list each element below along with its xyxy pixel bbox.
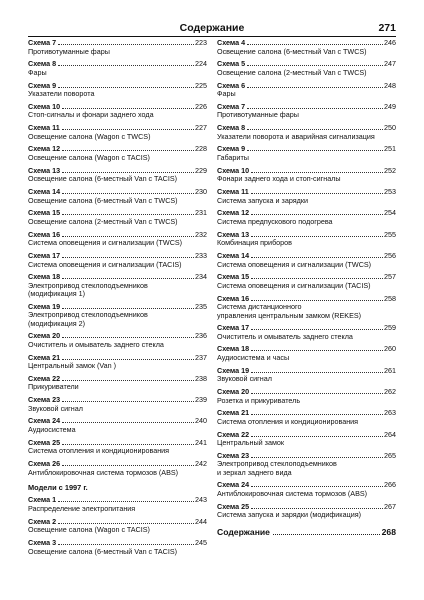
toc-entry[interactable] [28, 539, 207, 560]
leader-dots [62, 150, 194, 151]
toc-entry-page: 258 [384, 294, 396, 303]
toc-entry-page: 267 [384, 502, 396, 511]
leader-dots [62, 278, 194, 279]
toc-entry[interactable] [217, 188, 396, 209]
header-rule [28, 36, 396, 37]
leader-dots [62, 236, 194, 237]
toc-entry[interactable] [28, 332, 207, 353]
leader-dots [62, 214, 194, 215]
toc-entry-title: Схема 12 [217, 209, 250, 218]
toc-entry-description: Электропривод стеклоподъемников [217, 459, 337, 469]
toc-entry-description: Указатели поворота [28, 89, 95, 99]
toc-entry[interactable] [28, 417, 207, 438]
toc-entry-title: Схема 16 [217, 294, 250, 303]
toc-entry-title: Схема 21 [28, 353, 61, 362]
toc-entry-title: Схема 25 [217, 502, 250, 511]
toc-entry-description: Освещение салона (6-местный Van c TWCS) [28, 195, 178, 205]
leader-dots [62, 308, 194, 309]
toc-entry-title: Схема 20 [28, 332, 61, 341]
toc-entry[interactable] [217, 503, 396, 524]
toc-entry[interactable] [28, 396, 207, 417]
toc-entry-description: Фары [28, 67, 47, 77]
toc-entry[interactable] [217, 167, 396, 188]
toc-entry-description: Освещение салона (2-местный Van c TWCS) [28, 216, 178, 226]
toc-entry-page: 260 [384, 345, 396, 354]
toc-entry-description: Центральный замок [217, 438, 285, 448]
toc-entry-description: Электропривод стеклоподъемников [28, 280, 148, 290]
toc-entry-title: Схема 19 [217, 366, 250, 375]
toc-entry-page: 224 [195, 60, 207, 69]
toc-entry[interactable] [28, 460, 207, 481]
leader-dots [58, 44, 194, 45]
toc-entry-title: Схема 13 [217, 230, 250, 239]
leader-dots [247, 87, 383, 88]
leader-dots [251, 350, 383, 351]
toc-entry-page: 266 [384, 481, 396, 490]
leader-dots [251, 257, 383, 258]
toc-entry[interactable] [28, 518, 207, 539]
toc-entry[interactable] [217, 231, 396, 252]
toc-entry-title: Схема 17 [28, 251, 61, 260]
leader-dots [58, 65, 194, 66]
toc-entry[interactable] [217, 345, 396, 366]
toc-entry-title: Схема 10 [217, 166, 250, 175]
leader-dots [62, 129, 194, 130]
toc-entry-title: Схема 22 [217, 430, 250, 439]
toc-entry-title: Схема 11 [217, 188, 249, 197]
toc-entry-description: Система отопления и кондиционирования [28, 446, 170, 456]
toc-entry-title: Схема 9 [217, 145, 246, 154]
toc-entry-page: 230 [195, 188, 207, 197]
leader-dots [62, 359, 194, 360]
toc-entry[interactable] [28, 188, 207, 209]
toc-entry[interactable] [28, 124, 207, 145]
leader-dots [251, 372, 383, 373]
toc-entry-title: Схема 6 [217, 81, 246, 90]
toc-entry-description: Прикуриватели [28, 382, 79, 392]
toc-entry-title: Схема 13 [28, 166, 61, 175]
leader-dots [62, 422, 194, 423]
toc-entry-title: Схема 16 [28, 230, 61, 239]
toc-entry-description: Система запуска и зарядки [217, 195, 308, 205]
toc-entry[interactable] [217, 82, 396, 103]
toc-entry-title: Схема 23 [28, 396, 61, 405]
toc-entry[interactable] [217, 481, 396, 502]
toc-entry-page: 248 [384, 81, 396, 90]
toc-entry-description: (модификация 1) [28, 289, 86, 299]
toc-entry[interactable] [28, 82, 207, 103]
toc-entry-title: Схема 1 [28, 496, 57, 505]
toc-entry-title: Схема 10 [28, 102, 61, 111]
toc-entry[interactable] [28, 60, 207, 81]
toc-entry-page: 252 [384, 166, 396, 175]
toc-entry-title: Схема 9 [28, 81, 57, 90]
toc-entry-description: Освещение салона (6-местный Van c TACIS) [28, 546, 178, 556]
toc-entry-description: Указатели поворота и аварийная сигнализация [217, 131, 375, 141]
leader-dots [251, 172, 383, 173]
leader-dots [251, 393, 383, 394]
toc-entry-page: 228 [195, 145, 207, 154]
toc-entry-page: 257 [384, 273, 396, 282]
toc-entry[interactable] [217, 124, 396, 145]
toc-entry-description: Фонари заднего хода и стоп-сигналы [217, 174, 341, 184]
toc-entry[interactable] [217, 60, 396, 81]
toc-entry-page: 234 [195, 273, 207, 282]
toc-entry[interactable] [217, 388, 396, 409]
toc-entry-description: (модификация 2) [28, 318, 86, 328]
toc-entry-page: 240 [195, 417, 207, 426]
toc-entry-page: 232 [195, 230, 207, 239]
toc-entry-description: Система предпускового подогрева [217, 216, 333, 226]
leader-dots [251, 436, 383, 437]
toc-entry-title: Схема 12 [28, 145, 61, 154]
toc-entry-title: Схема 4 [217, 39, 246, 47]
toc-entry-title: Схема 22 [28, 374, 61, 383]
toc-entry[interactable] [28, 375, 207, 396]
toc-entry-description: Распределение электропитания [28, 503, 136, 513]
toc-entry-title: Схема 7 [217, 102, 246, 111]
toc-entry[interactable] [217, 252, 396, 273]
toc-list-left [28, 39, 207, 481]
toc-entry-page: 254 [384, 209, 396, 218]
toc-entry-page: 237 [195, 353, 207, 362]
toc-entry-description: управления центральным замком (REKES) [217, 310, 362, 320]
leader-dots [251, 457, 383, 458]
toc-entry-title: Схема 18 [217, 345, 250, 354]
toc-entry-description: Освещение салона (Wagon c TACIS) [28, 525, 150, 535]
section-subheading: Модели с 1997 г. [28, 483, 88, 493]
toc-entry[interactable] [217, 273, 396, 294]
toc-entry[interactable] [217, 295, 396, 325]
toc-entry[interactable] [28, 303, 207, 333]
toc-entry[interactable] [28, 439, 207, 460]
page-number: 271 [378, 22, 396, 34]
toc-entry[interactable] [28, 354, 207, 375]
toc-entry-page: 244 [195, 517, 207, 526]
toc-entry-title: Схема 14 [28, 188, 61, 197]
toc-entry-description: Система оповещения и сигнализации (TACIS) [28, 259, 182, 269]
toc-entry-title: Схема 8 [217, 124, 246, 133]
leader-dots [251, 193, 383, 194]
leader-dots [62, 465, 194, 466]
toc-entry-page: 246 [384, 39, 396, 47]
toc-entry-description: Антиблокировочная система тормозов (ABS) [217, 488, 368, 498]
leader-dots [247, 150, 383, 151]
toc-entry[interactable] [217, 452, 396, 482]
toc-entry-page: 265 [384, 451, 396, 460]
toc-entry-description: Аудиосистема и часы [217, 352, 290, 362]
leader-dots [62, 172, 194, 173]
toc-entry-description: Система запуска и зарядки (модификация) [217, 510, 362, 520]
toc-entry-title: Схема 7 [28, 39, 57, 47]
toc-entry-title: Схема 15 [217, 273, 250, 282]
leader-dots [62, 193, 194, 194]
toc-entry-page: 263 [384, 409, 396, 418]
toc-column-left [28, 39, 207, 560]
toc-entry-page: 249 [384, 102, 396, 111]
toc-entry-description: Очиститель и омыватель заднего стекла [28, 339, 164, 349]
toc-entry-description: Розетка и прикуриватель [217, 395, 301, 405]
leader-dots [247, 65, 383, 66]
toc-entry-page: 236 [195, 332, 207, 341]
toc-entry-title: Схема 3 [28, 538, 57, 547]
toc-entry[interactable] [28, 167, 207, 188]
leader-dots [62, 257, 194, 258]
leader-dots [58, 87, 194, 88]
toc-entry-head [28, 60, 207, 69]
leader-dots [251, 329, 383, 330]
toc-entry[interactable] [217, 39, 396, 60]
toc-entry-page: 243 [195, 496, 207, 505]
toc-entry-page: 242 [195, 460, 207, 469]
toc-entry-description: Звуковой сигнал [217, 374, 272, 384]
toc-entry[interactable] [217, 103, 396, 124]
toc-entry-page: 255 [384, 230, 396, 239]
leader-dots [58, 523, 194, 524]
toc-entry-page: 259 [384, 324, 396, 333]
toc-entry[interactable] [28, 231, 207, 252]
toc-entry-title: Схема 23 [217, 451, 250, 460]
toc-entry-description: Очиститель и омыватель заднего стекла [217, 331, 353, 341]
toc-entry-page: 225 [195, 81, 207, 90]
toc-entry-description: Освещение салона (Wagon c TACIS) [28, 153, 150, 163]
toc-entry-page: 262 [384, 387, 396, 396]
toc-entry-title: Схема 24 [217, 481, 250, 490]
toc-entry-title: Схема 20 [217, 387, 250, 396]
leader-dots [251, 508, 383, 509]
toc-column-right [217, 39, 396, 538]
leader-dots [251, 278, 383, 279]
toc-entry[interactable] [28, 496, 207, 517]
toc-entry-description: Система дистанционного [217, 302, 302, 312]
leader-dots [251, 300, 383, 301]
toc-entry-page: 250 [384, 124, 396, 133]
toc-entry-page: 238 [195, 374, 207, 383]
toc-entry-description: Система оповещения и сигнализации (TACIS) [217, 280, 371, 290]
toc-entry[interactable] [28, 145, 207, 166]
toc-entry-description: Освещение салона (6-местный Van c TWCS) [217, 46, 367, 56]
toc-entry[interactable] [28, 209, 207, 230]
toc-entry-description: Противотуманные фары [217, 110, 299, 120]
summary-page: 268 [381, 526, 396, 537]
toc-entry-description: Антиблокировочная система тормозов (ABS) [28, 467, 179, 477]
toc-entry-title: Схема 19 [28, 302, 61, 311]
toc-entry-description: Противотуманные фары [28, 46, 110, 56]
toc-entry-page: 231 [195, 209, 207, 218]
toc-entry-page: 241 [195, 438, 207, 447]
toc-entry-title: Схема 14 [217, 251, 250, 260]
toc-entry-page: 251 [384, 145, 396, 154]
summary-label: Содержание [217, 526, 270, 537]
toc-entry-page: 247 [384, 60, 396, 69]
toc-entry-description: Стоп-сигналы и фонари заднего хода [28, 110, 154, 120]
leader-dots [251, 414, 383, 415]
toc-entry-description: Освещение салона (6-местный Van c TACIS) [28, 174, 178, 184]
toc-entry-title: Схема 5 [217, 60, 246, 69]
leader-dots [251, 486, 383, 487]
toc-entry-title: Схема 25 [28, 438, 61, 447]
toc-entry[interactable] [217, 209, 396, 230]
toc-entry-title: Схема 8 [28, 60, 57, 69]
toc-entry-description: Система оповещения и сигнализации (TWCS) [28, 238, 183, 248]
leader-dots [58, 544, 194, 545]
toc-entry-title: Схема 11 [28, 124, 60, 133]
toc-entry-page: 227 [195, 124, 207, 133]
leader-dots [251, 214, 383, 215]
toc-entry-page: 223 [195, 39, 207, 47]
toc-entry-description: Габариты [217, 153, 249, 163]
toc-entry-head [217, 82, 396, 91]
toc-entry-title: Схема 17 [217, 324, 250, 333]
toc-entry[interactable] [217, 145, 396, 166]
toc-entry-page: 235 [195, 302, 207, 311]
toc-entry-description: Комбинация приборов [217, 238, 292, 248]
leader-dots [62, 108, 194, 109]
toc-entry[interactable] [28, 39, 207, 60]
leader-dots [58, 501, 194, 502]
toc-entry-description: Центральный замок (Van ) [28, 361, 117, 371]
leader-dots [247, 108, 383, 109]
page-title: Содержание [179, 22, 245, 34]
toc-entry-description: Система отопления и кондиционирования [217, 416, 359, 426]
leader-dots [62, 337, 194, 338]
toc-entry-title: Схема 21 [217, 409, 250, 418]
toc-entry-description: Освещение салона (2-местный Van c TWCS) [217, 67, 367, 77]
leader-dots [247, 129, 383, 130]
toc-entry[interactable] [28, 273, 207, 303]
toc-entry-page: 253 [384, 188, 396, 197]
toc-summary-entry[interactable] [217, 527, 396, 538]
toc-entry-page: 226 [195, 102, 207, 111]
toc-list-right [217, 39, 396, 524]
toc-entry-title: Схема 26 [28, 460, 61, 469]
toc-entry-description: и зеркал заднего вида [217, 467, 292, 477]
toc-entry-description: Фары [217, 89, 236, 99]
toc-entry-page: 245 [195, 538, 207, 547]
toc-entry[interactable] [217, 367, 396, 388]
toc-entry[interactable] [28, 103, 207, 124]
toc-entry-description: Электропривод стеклоподъемников [28, 310, 148, 320]
leader-dots [251, 236, 383, 237]
toc-entry-page: 264 [384, 430, 396, 439]
leader-dots [62, 401, 194, 402]
toc-entry-page: 229 [195, 166, 207, 175]
toc-entry[interactable] [28, 252, 207, 273]
toc-entry[interactable] [217, 431, 396, 452]
leader-dots [62, 380, 194, 381]
toc-entry-page: 261 [384, 366, 396, 375]
toc-entry[interactable] [217, 409, 396, 430]
toc-entry[interactable] [217, 324, 396, 345]
toc-entry-description: Освещение салона (Wagon c TWCS) [28, 131, 151, 141]
leader-dots [62, 444, 194, 445]
toc-entry-page: 233 [195, 251, 207, 260]
toc-entry-description: Система оповещения и сигнализации (TWCS) [217, 259, 372, 269]
toc-list-left-continued [28, 496, 207, 560]
toc-entry-title: Схема 2 [28, 517, 57, 526]
summary-leader-dots [273, 534, 380, 535]
leader-dots [247, 44, 383, 45]
toc-entry-page: 239 [195, 396, 207, 405]
toc-entry-description: Аудиосистема [28, 425, 76, 435]
toc-entry-title: Схема 18 [28, 273, 61, 282]
toc-entry-description: Звуковой сигнал [28, 403, 83, 413]
toc-entry-page: 256 [384, 251, 396, 260]
toc-entry-title: Схема 15 [28, 209, 61, 218]
toc-entry-title: Схема 24 [28, 417, 61, 426]
